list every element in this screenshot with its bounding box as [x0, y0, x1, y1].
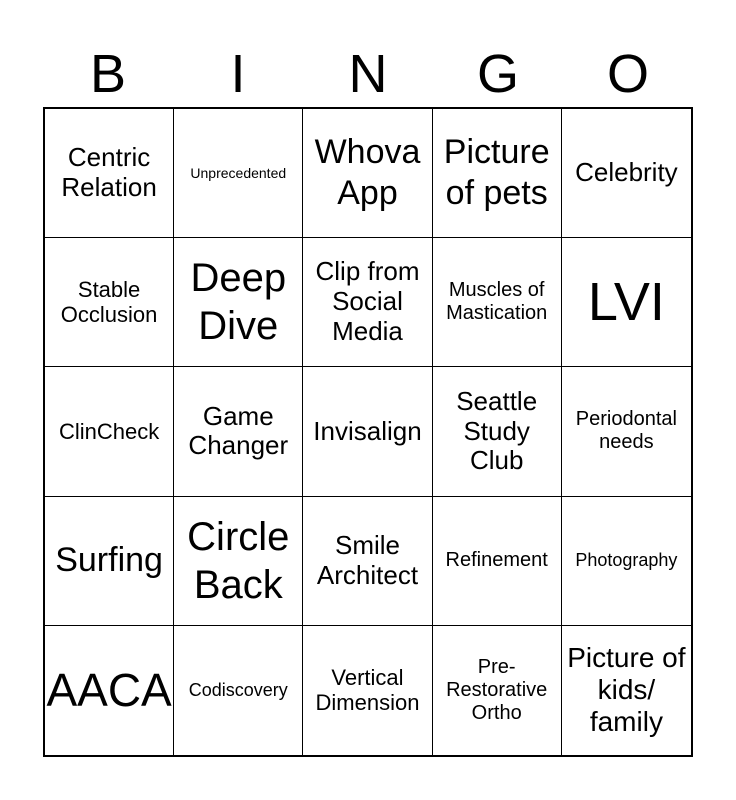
bingo-cell[interactable] — [174, 367, 303, 496]
bingo-cell[interactable] — [174, 238, 303, 367]
cell-label: Pre-Restorative Ortho — [446, 655, 548, 724]
cell-label: Invisalign — [313, 415, 422, 446]
bingo-cell[interactable] — [433, 238, 562, 367]
cell-label: Picture of kids/ family — [567, 642, 686, 738]
cell-label: Smile Architect — [316, 529, 419, 590]
header-letter-g: G — [476, 44, 519, 104]
cell-label: Vertical Dimension — [315, 665, 420, 716]
bingo-cell[interactable] — [303, 367, 432, 496]
bingo-cell[interactable] — [303, 626, 432, 755]
bingo-board — [43, 107, 693, 757]
cell-label: Refinement — [445, 549, 548, 572]
cell-label: ClinCheck — [58, 418, 160, 444]
bingo-cell[interactable] — [562, 626, 691, 755]
bingo-cell[interactable] — [174, 626, 303, 755]
cell-label: Clip from Social Media — [315, 256, 420, 347]
cell-label: Surfing — [55, 541, 163, 580]
cell-label: Unprecedented — [190, 165, 287, 182]
bingo-cell[interactable] — [174, 109, 303, 238]
bingo-cell[interactable] — [433, 497, 562, 626]
header-letter-i: I — [230, 44, 246, 104]
header-letter-b: B — [89, 44, 127, 104]
bingo-cell[interactable] — [45, 109, 174, 238]
cell-label: Seattle Study Club — [456, 385, 538, 476]
cell-label: Game Changer — [188, 400, 289, 461]
header-letter-n: N — [348, 44, 388, 104]
header-letter-o: O — [606, 44, 649, 104]
bingo-cell[interactable] — [303, 109, 432, 238]
bingo-cell[interactable] — [303, 497, 432, 626]
bingo-cell[interactable] — [433, 109, 562, 238]
bingo-cell[interactable] — [45, 367, 174, 496]
bingo-cell[interactable] — [45, 626, 174, 755]
bingo-cell[interactable] — [562, 238, 691, 367]
cell-label: AACA — [46, 663, 172, 716]
bingo-cell[interactable] — [562, 497, 691, 626]
bingo-cell[interactable] — [433, 367, 562, 496]
cell-label: Codiscovery — [188, 680, 288, 701]
cell-label: Circle Back — [187, 514, 290, 607]
bingo-cell[interactable] — [433, 626, 562, 755]
cell-label: Periodontal needs — [575, 408, 677, 454]
cell-label: Stable Occlusion — [60, 276, 158, 328]
bingo-cell[interactable] — [562, 367, 691, 496]
cell-label: Whova App — [314, 133, 421, 213]
cell-label: LVI — [587, 272, 665, 333]
bingo-header — [43, 42, 693, 106]
cell-label: Deep Dive — [190, 256, 287, 349]
bingo-cell[interactable] — [303, 238, 432, 367]
bingo-cell[interactable] — [45, 238, 174, 367]
bingo-cell[interactable] — [174, 497, 303, 626]
cell-label: Centric Relation — [61, 142, 157, 203]
bingo-cell[interactable] — [45, 497, 174, 626]
bingo-cell[interactable] — [562, 109, 691, 238]
cell-label: Celebrity — [575, 157, 678, 188]
cell-label: Muscles of Mastication — [446, 279, 548, 325]
cell-label: Picture of pets — [443, 133, 550, 213]
cell-label: Photography — [575, 550, 678, 571]
